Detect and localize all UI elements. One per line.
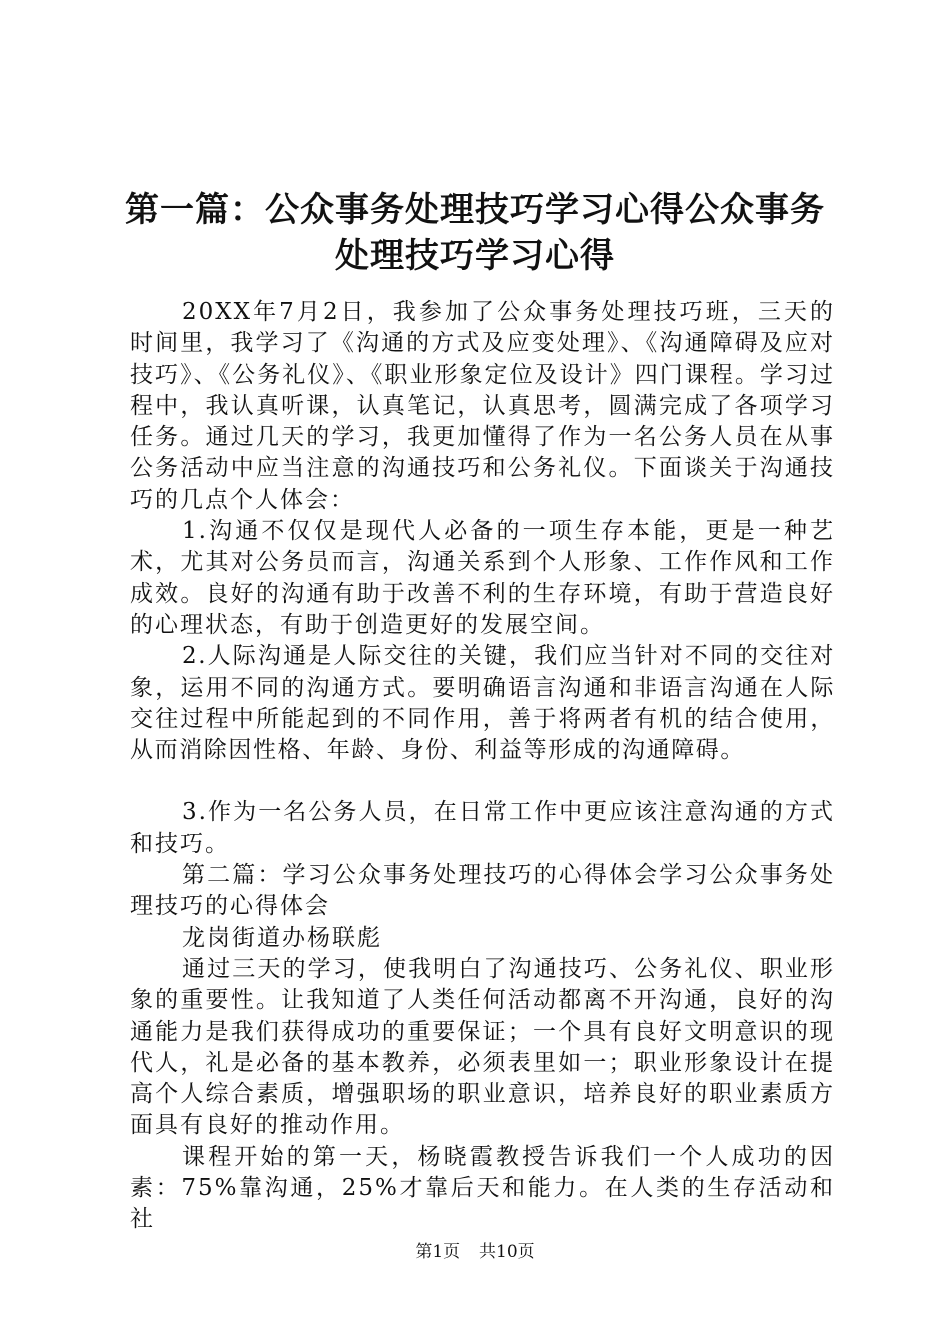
paragraph-point-3: 3.作为一名公务人员，在日常工作中更应该注意沟通的方式和技巧。	[130, 799, 835, 857]
page-footer	[0, 1241, 950, 1263]
section-heading-2: 第二篇：学习公众事务处理技巧的心得体会学习公众事务处理技巧的心得体会	[130, 862, 835, 920]
paragraph-spacer	[130, 766, 835, 797]
page-number: 第1页	[415, 1242, 461, 1262]
paragraph-point-2: 2.人际沟通是人际交往的关键，我们应当针对不同的交往对象，运用不同的沟通方式。要明确语言沟通和非语言沟通在人际交往过程中所能起到的不同作用，善于将两者有机的结合使用，从而消除因性格、年龄、身份、利益等形成的沟通障碍。	[130, 643, 835, 764]
paragraph-point-1: 1.沟通不仅仅是现代人必备的一项生存本能，更是一种艺术，尤其对公务员而言，沟通关系到个人形象、工作作风和工作成效。良好的沟通有助于改善不利的生存环境，有助于营造良好的心理状态，有助于创造更好的发展空间。	[130, 518, 835, 638]
paragraph-course-day-1: 课程开始的第一天，杨晓霞教授告诉我们一个人成功的因素：75%靠沟通，25%才靠后天和能力。在人类的生存活动和社	[130, 1143, 835, 1233]
paragraph-intro: 20XX年7月2日，我参加了公众事务处理技巧班，三天的时间里，我学习了《沟通的方式及应变处理》、《沟通障碍及应对技巧》、《公务礼仪》、《职业形象定位及设计》四门课程。学习过程中，我认真听课，认真笔记，认真思考，圆满完成了各项学习任务。通过几天的学习，我更加懂得了作为一名公务人员在从事公务活动中应当注意的沟通技巧和公务礼仪。下面谈关于沟通技巧的几点个人体会：	[130, 299, 835, 513]
document-title-line-2: 处理技巧学习心得	[335, 236, 615, 276]
page-total: 共10页	[479, 1242, 535, 1262]
paragraph-summary: 通过三天的学习，使我明白了沟通技巧、公务礼仪、职业形象的重要性。让我知道了人类任何活动都离不开沟通，良好的沟通能力是我们获得成功的重要保证；一个具有良好文明意识的现代人，礼是必备的基本教养，必须表里如一；职业形象设计在提高个人综合素质，增强职场的职业意识，培养良好的职业素质方面具有良好的推动作用。	[130, 955, 835, 1139]
document-body	[130, 297, 835, 1236]
document-title-line-1: 第一篇：公众事务处理技巧学习心得公众事务	[125, 190, 825, 230]
author-line: 龙岗街道办杨联彪	[182, 924, 382, 951]
